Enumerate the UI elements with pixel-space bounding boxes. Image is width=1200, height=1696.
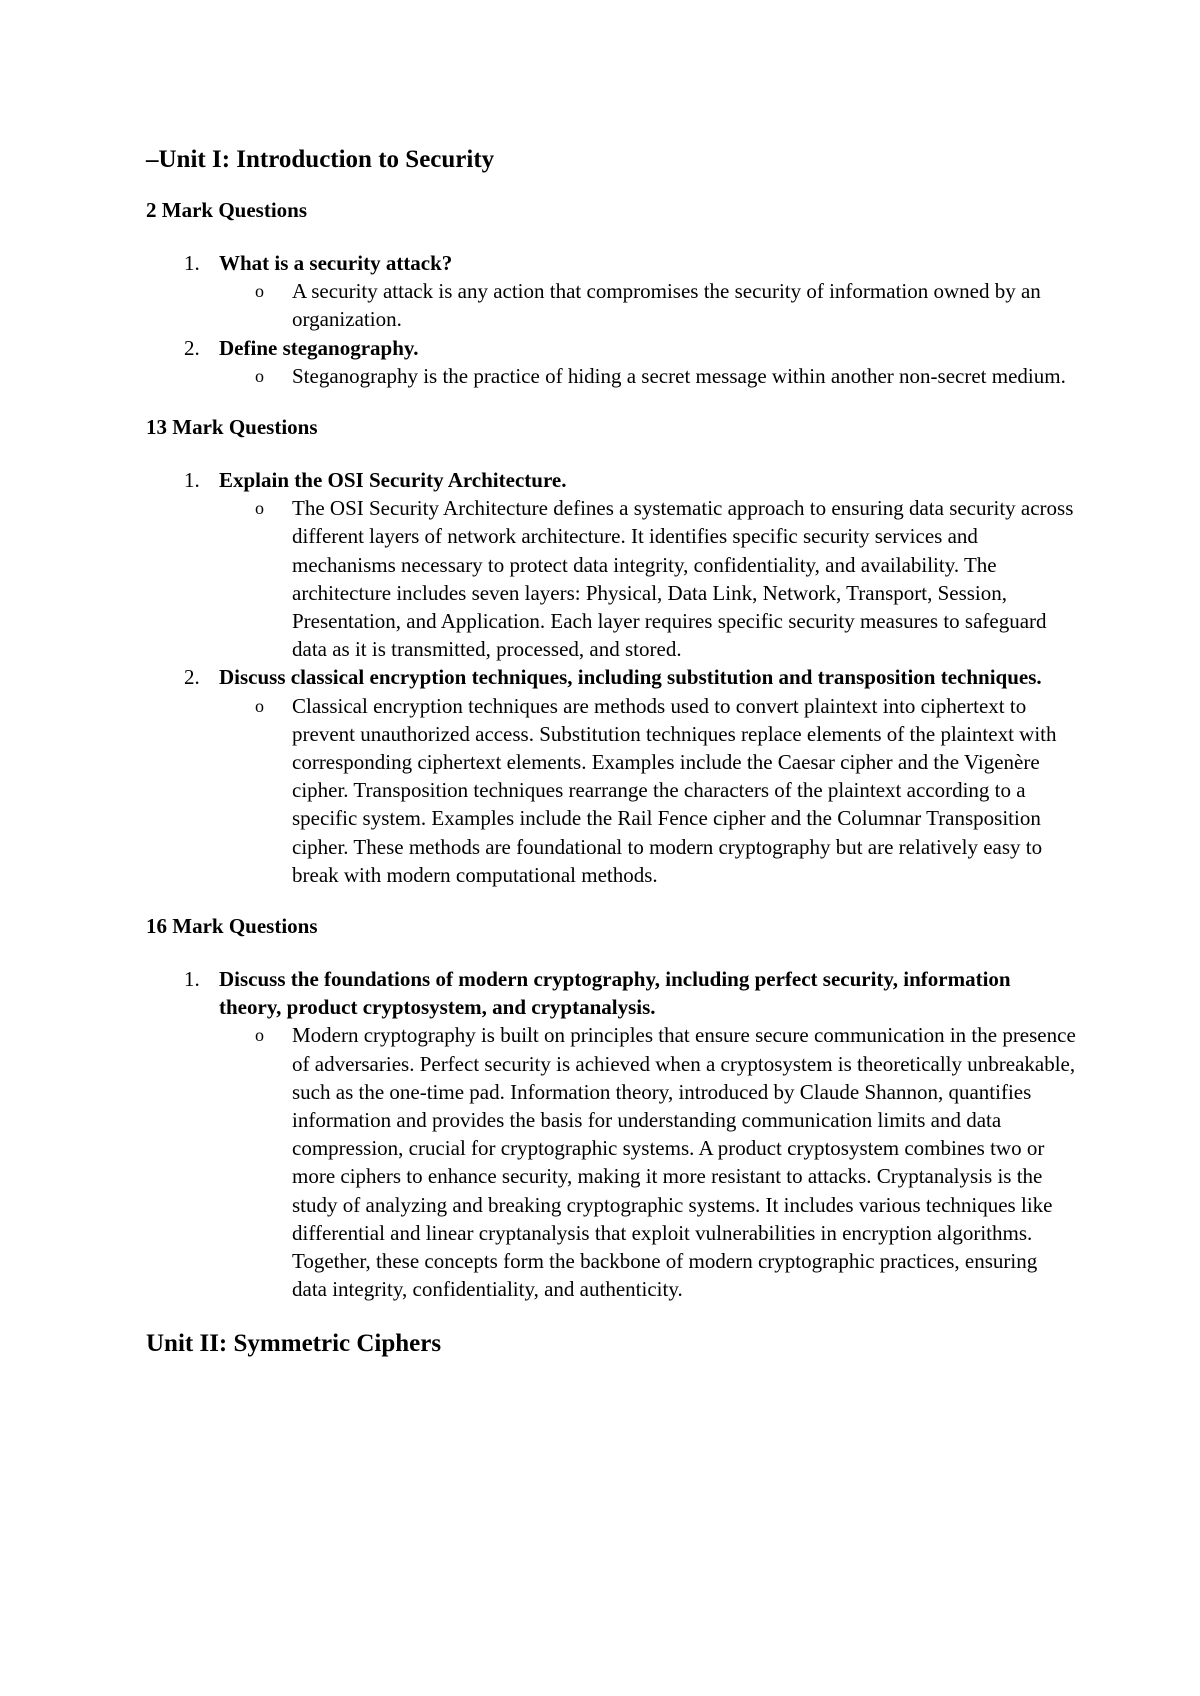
question-list-16-mark	[146, 965, 1076, 1303]
question-item	[146, 663, 1076, 889]
answer-item	[219, 1021, 1076, 1303]
question-number: 1.	[184, 967, 200, 992]
question-number: 1.	[184, 251, 200, 275]
question-text: What is a security attack?	[219, 251, 453, 275]
question-number: 1.	[184, 468, 200, 493]
question-text: Explain the OSI Security Architecture.	[219, 468, 567, 493]
question-item	[146, 249, 1076, 334]
question-item	[146, 965, 1076, 1303]
answer-text: Steganography is the practice of hiding a secret message within another non-secret medium.	[292, 363, 1066, 388]
answer-text: A security attack is any action that compromises the security of information owned by an organization.	[292, 279, 1041, 332]
question-item	[146, 334, 1076, 390]
answer-text: Classical encryption techniques are methods used to convert plaintext into ciphertext to prevent unauthorized access. Substitution techniques replace elements of the plaintext with corresponding ciphertext elements. Examples include the Caesar cipher and the Vigenère cipher. Transposition techniques rearrange the characters of the plaintext according to a specific system. Examples include the Rail Fence cipher and the Columnar Transposition cipher. These methods are foundational to modern cryptography but are relatively easy to break with modern computational methods.	[292, 693, 1057, 887]
answer-text: The OSI Security Architecture defines a systematic approach to ensuring data security across different layers of network architecture. It identifies specific security services and mechanisms necessary to protect data integrity, confidentiality, and availability. The architecture includes seven layers: Physical, Data Link, Network, Transport, Session, Presentation, and Application. Each layer requires specific security measures to safeguard data as it is transmitted, processed, and stored.	[292, 496, 1074, 662]
document-content	[146, 142, 1076, 1362]
unit-2-title: Unit II: Symmetric Ciphers	[146, 1329, 442, 1357]
answer-item	[219, 692, 1076, 889]
question-list-2-mark	[146, 249, 1076, 390]
bullet-icon: o	[255, 365, 264, 386]
section-title-2-mark: 2 Mark Questions	[146, 198, 308, 222]
answer-item	[219, 277, 1076, 333]
section-title-16-mark: 16 Mark Questions	[146, 914, 318, 939]
bullet-icon: o	[255, 281, 264, 302]
question-text: Discuss the foundations of modern cryptography, including perfect security, information theory, product cryptosystem, and cryptanalysis.	[219, 967, 1011, 1020]
section-title-13-mark: 13 Mark Questions	[146, 415, 318, 440]
bullet-icon: o	[255, 695, 264, 716]
answer-item	[219, 494, 1076, 663]
answer-text: Modern cryptography is built on principles that ensure secure communication in the presence of adversaries. Perfect security is achieved when a cryptosystem is theoretically unbreakable, such as the one-time pad. Information theory, introduced by Claude Shannon, quantifies information and provides the basis for understanding communication limits and data compression, crucial for cryptographic systems. A product cryptosystem combines two or more ciphers to enhance security, making it more resistant to attacks. Cryptanalysis is the study of analyzing and breaking cryptographic systems. It includes various techniques like differential and linear cryptanalysis that exploit vulnerabilities in encryption algorithms. Together, these concepts form the backbone of modern cryptographic practices, ensuring data integrity, confidentiality, and authenticity.	[292, 1023, 1076, 1302]
question-number: 2.	[184, 665, 200, 690]
bullet-icon: o	[255, 1025, 264, 1046]
question-number: 2.	[184, 335, 200, 360]
question-item	[146, 466, 1076, 663]
unit-1-title: –Unit I: Introduction to Security	[146, 146, 495, 173]
bullet-icon: o	[255, 498, 264, 519]
question-list-13-mark	[146, 466, 1076, 889]
question-text: Discuss classical encryption techniques, including substitution and transposition techniques.	[219, 665, 1042, 690]
question-text: Define steganography.	[219, 335, 419, 360]
answer-item	[219, 362, 1076, 390]
